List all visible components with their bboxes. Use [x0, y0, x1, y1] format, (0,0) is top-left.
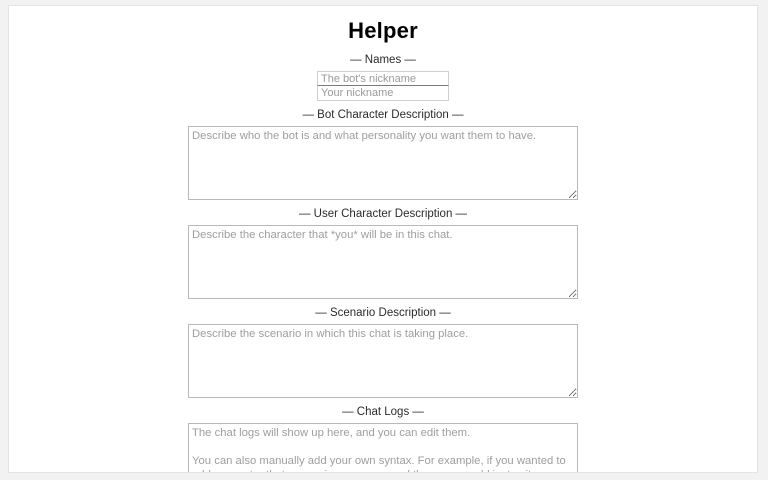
spacer-title-names [9, 44, 757, 53]
scenario-description-textarea[interactable] [188, 324, 578, 398]
user-character-description-textarea[interactable] [188, 225, 578, 299]
bot-character-description-textarea[interactable] [188, 126, 578, 200]
section-names [9, 53, 757, 101]
bot-character-field-wrap [188, 126, 578, 200]
section-scenario [9, 306, 757, 398]
section-label-scenario: — Scenario Description — [315, 307, 451, 320]
section-label-bot-character: — Bot Character Description — [302, 109, 464, 122]
section-user-character [9, 207, 757, 299]
section-label-user-character: — User Character Description — [298, 208, 468, 221]
scenario-field-wrap [188, 324, 578, 398]
chat-logs-textarea[interactable] [188, 423, 578, 473]
page-title: Helper [348, 18, 418, 43]
user-character-field-wrap [188, 225, 578, 299]
section-label-chat-logs: — Chat Logs — [342, 406, 424, 419]
section-bot-character [9, 108, 757, 200]
spacer-scenario-logs [9, 398, 757, 405]
bot-nickname-input[interactable] [317, 71, 449, 86]
app-panel [8, 5, 758, 473]
section-label-names: — Names — [350, 54, 416, 67]
user-nickname-input[interactable] [317, 86, 449, 101]
chat-logs-field-wrap [188, 423, 578, 473]
section-chat-logs [9, 405, 757, 473]
spacer-bot-user [9, 200, 757, 207]
spacer-user-scenario [9, 299, 757, 306]
spacer-names-bot [9, 101, 757, 108]
names-input-group [317, 71, 449, 101]
